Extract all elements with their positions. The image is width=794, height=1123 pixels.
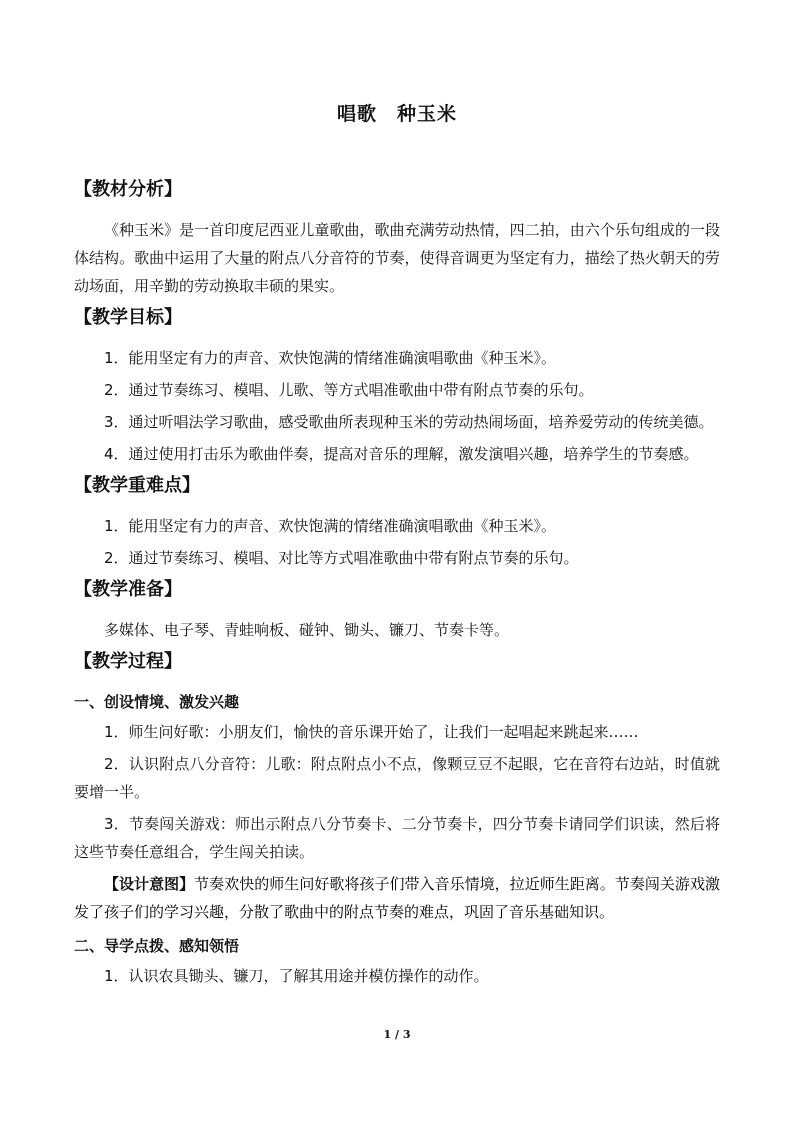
process-part2-heading: 二、导学点拨、感知领悟 <box>74 937 240 955</box>
design-intent-label: 【设计意图】 <box>104 875 195 893</box>
process-part1-item: 2．认识附点八分音符：儿歌：附点附点小不点，像颗豆豆不起眼，它在音符右边站，时值就要增一半。 <box>74 755 720 801</box>
process-part1-item: 1．师生问好歌：小朋友们，愉快的音乐课开始了，让我们一起唱起来跳起来…… <box>104 723 639 741</box>
process-part1-item: 3．节奏闯关游戏：师出示附点八分节奏卡、二分节奏卡，四分节奏卡请同学们识读，然后将这些节奏任意组合，学生闯关拍读。 <box>74 815 720 861</box>
section-heading-process: 【教学过程】 <box>74 651 182 672</box>
section-heading-preparation: 【教学准备】 <box>74 579 182 600</box>
section-heading-goals: 【教学目标】 <box>74 307 182 328</box>
design-intent-text: 节奏欢快的师生问好歌将孩子们带入音乐情境，拉近师生距离。节奏闯关游戏激发了孩子们的学习兴趣，分散了歌曲中的附点节奏的难点，巩固了音乐基础知识。 <box>74 875 720 921</box>
preparation-text: 多媒体、电子琴、青蛙响板、碰钟、锄头、镰刀、节奏卡等。 <box>104 621 510 639</box>
goal-item: 4．通过使用打击乐为歌曲伴奏，提高对音乐的理解，激发演唱兴趣，培养学生的节奏感。 <box>104 445 699 463</box>
design-intent <box>74 870 720 926</box>
keypoint-item: 1．能用坚定有力的声音、欢快饱满的情绪准确演唱歌曲《种玉米》。 <box>104 517 557 535</box>
goal-item: 3．通过听唱法学习歌曲，感受歌曲所表现种玉米的劳动热闹场面，培养爱劳动的传统美德。 <box>104 413 714 431</box>
process-part1-heading: 一、创设情境、激发兴趣 <box>74 693 240 711</box>
document-title: 唱歌 种玉米 <box>336 103 457 125</box>
analysis-text: 《种玉米》是一首印度尼西亚儿童歌曲，歌曲充满劳动热情，四二拍，由六个乐句组成的一段体结构。歌曲中运用了大量的附点八分音符的节奏，使得音调更为坚定有力，描绘了热火朝天的劳动场面，用辛勤的劳动换取丰硕的果实。 <box>74 221 720 295</box>
process-part2-item: 1．认识农具锄头、镰刀，了解其用途并模仿操作的动作。 <box>104 967 489 985</box>
keypoint-item: 2．通过节奏练习、模唱、对比等方式唱准歌曲中带有附点节奏的乐句。 <box>104 549 579 567</box>
goal-item: 1．能用坚定有力的声音、欢快饱满的情绪准确演唱歌曲《种玉米》。 <box>104 349 557 367</box>
goal-item: 2．通过节奏练习、模唱、儿歌、等方式唱准歌曲中带有附点节奏的乐句。 <box>104 381 594 399</box>
section-heading-analysis: 【教材分析】 <box>74 179 182 200</box>
section-heading-keypoints: 【教学重难点】 <box>74 475 200 496</box>
page-number: 1 / 3 <box>383 1028 411 1041</box>
document-page <box>74 100 720 1080</box>
